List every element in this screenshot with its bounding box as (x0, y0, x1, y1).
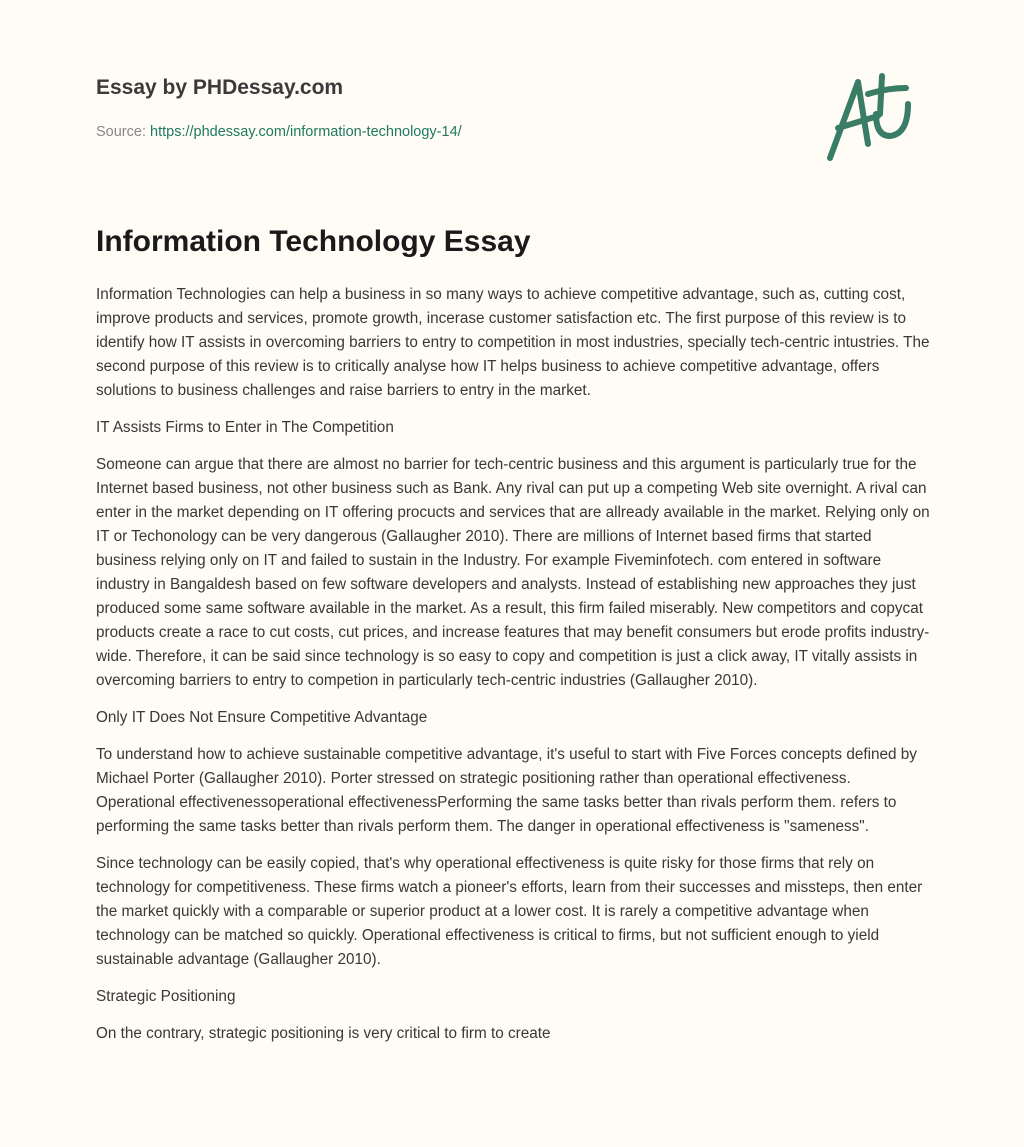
paragraph: To understand how to achieve sustainable competitive advantage, it's useful to start with Five Forces concepts defined by Michael Porter (Gallaugher 2010). Porter stressed on strategic positioning rather than operational effectiveness. Operational effectivenessoperational effectivenessPerforming the same tasks better than rivals perform them. refers to performing the same tasks better than rivals perform them. The danger in operational effectiveness is "sameness". (96, 746, 917, 835)
source-label: Source: (96, 124, 146, 140)
paragraph: Someone can argue that there are almost no barrier for tech-centric business and this argument is particularly true for the Internet based business, not other business such as Bank. Any rival can put up a competing Web site overnight. A rival can enter in the market depending on IT offering procucts and services that are allready available in the market. Relying only on IT or Techonology can be very dangerous (Gallaugher 2010). There are millions of Internet based firms that started business relying only on IT and failed to sustain in the Industry. For example Fiveminfotech. com entered in software industry in Bangaldesh based on few software developers and analysts. Instead of establishing new approaches they just produced some same software available in the market. As a result, this firm failed miserably. New competitors and copycat products create a race to cut costs, cut prices, and increase features that may benefit consumers but erode profits industry-wide. Therefore, it can be said since technology is so easy to copy and competition is just a click away, IT vitally assists in overcoming barriers to entry to competion in particularly tech-centric industries (Gallaugher 2010). (96, 456, 930, 689)
section-heading: Only IT Does Not Ensure Competitive Advantage (96, 709, 428, 726)
paragraph: Since technology can be easily copied, that's why operational effectiveness is quite risky for those firms that rely on technology for competitiveness. These firms watch a pioneer's efforts, learn from their successes and missteps, then enter the market quickly with a comparable or superior product at a lower cost. It is rarely a competitive advantage when technology can be matched so quickly. Operational effectiveness is critical to firms, but not sufficient enough to yield sustainable advantage (Gallaugher 2010). (96, 855, 923, 968)
section-heading: IT Assists Firms to Enter in The Competition (96, 419, 394, 436)
site-brand: Essay by PHDessay.com (96, 76, 344, 99)
section-heading: Strategic Positioning (96, 988, 236, 1005)
paragraph: Information Technologies can help a business in so many ways to achieve competitive advantage, such as, cutting cost, improve products and services, promote growth, incerase customer satisfaction etc. The first purpose of this review is to identify how IT assists in overcoming barriers to entry to competition in most industries, specially tech-centric intustries. The second purpose of this review is to critically analyse how IT helps business to achieve competitive advantage, offers solutions to business challenges and raise barriers to entry in the market. (96, 286, 930, 399)
paragraph: On the contrary, strategic positioning is very critical to firm to create (96, 1025, 551, 1042)
essay-body (96, 283, 932, 1059)
essay-title: Information Technology Essay (96, 225, 531, 258)
source-line (96, 124, 462, 140)
a-plus-logo (818, 66, 928, 166)
source-link[interactable]: https://phdessay.com/information-technology-14/ (150, 124, 462, 140)
